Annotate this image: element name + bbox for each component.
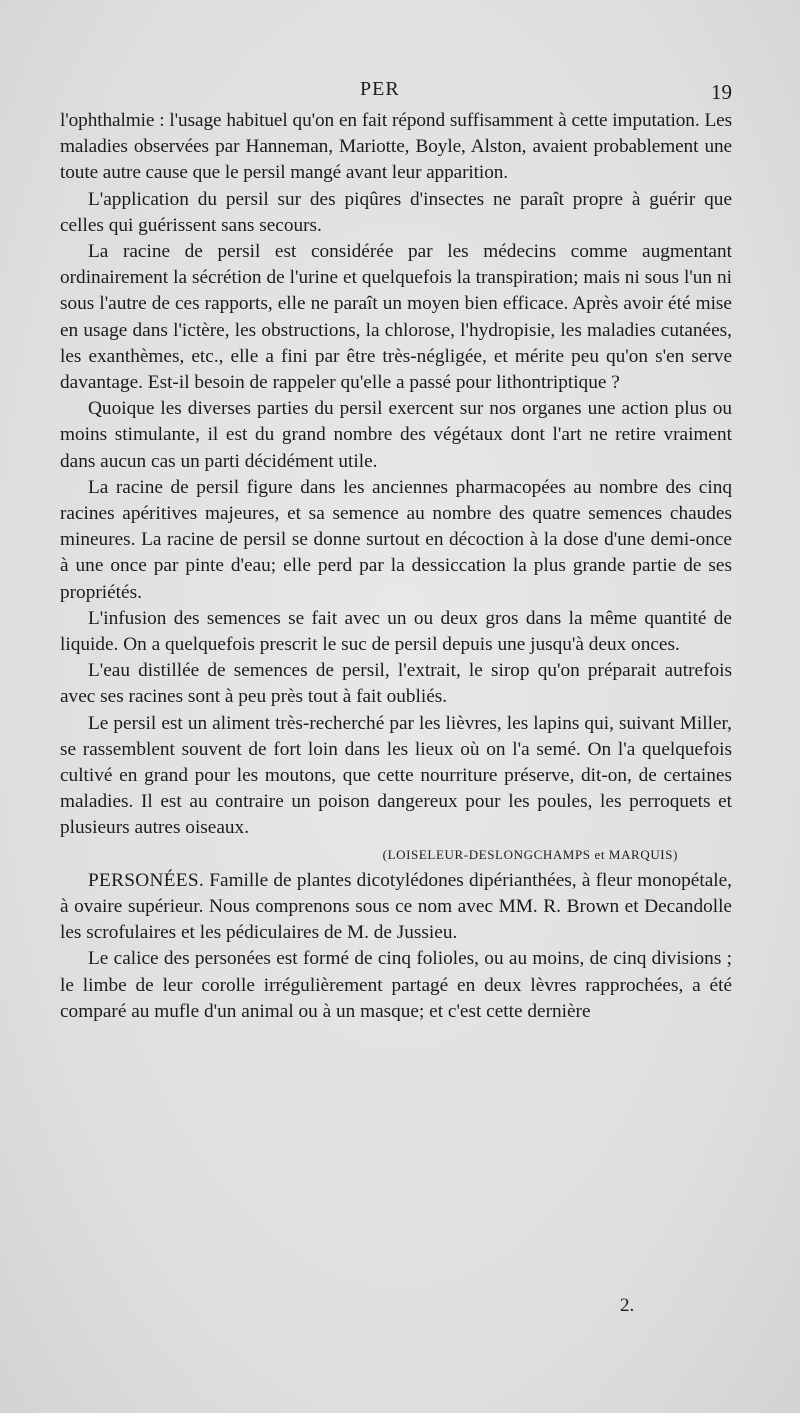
running-title: PER	[360, 78, 400, 100]
page-number: 19	[711, 80, 732, 104]
paragraph-infusion: L'infusion des semences se fait avec un ou deux gros dans la même quantité de liquide. On a quelquefois prescrit le suc de persil depuis une jusqu'à deux onces.	[60, 607, 732, 656]
paragraph-racine: La racine de persil est considérée par les médecins comme augmentant ordinairement la sécrétion de l'urine et quelquefois la transpiration; mais ni sous l'un ni sous l'autre de ces rapports, elle ne paraît un moyen bien efficace. Après avoir été mise en usage dans l'ictère, les obstructions, la chlorose, l'hydropisie, les maladies cutanées, les exanthèmes, etc., elle a fini par être très-négligée, et mérite peu qu'on s'en serve davantage. Est-il besoin de rappeler qu'elle a passé pour lithontriptique ?	[60, 241, 732, 394]
paragraph-calice: Le calice des personées est formé de cinq folioles, ou au moins, de cinq divisions ; le limbe de leur corolle irrégulièrement partagé en deux lèvres rapprochées, a été comparé au mufle d'un animal ou à un masque; et c'est cette dernière	[60, 948, 732, 1022]
paragraph-piqures: L'application du persil sur des piqûres d'insectes ne paraît propre à guérir que celles qui guérissent sans secours.	[60, 188, 732, 236]
paragraph-stimulante: Quoique les diverses parties du persil exercent sur nos organes une action plus ou moins stimulante, il est du grand nombre des végétaux dont l'art ne retire vraiment dans aucun cas un parti décidément utile.	[60, 398, 732, 472]
entry-text: Famille de plantes dicotylédones dipérianthées, à fleur monopétale, à ovaire supérieur. Nous comprenons sous ce nom avec MM. R. Brown et Decandolle les scrofulaires et les pédiculaires de M. de Jussieu.	[60, 869, 732, 944]
author-signature: (LOISELEUR-DESLONGCHAMPS et MARQUIS)	[382, 846, 678, 862]
paragraph-eau-distillee: L'eau distillée de semences de persil, l'extrait, le sirop qu'on préparait autrefois avec ses racines sont à peu près tout à fait oubliés.	[60, 660, 732, 708]
entry-personees	[60, 868, 732, 947]
paragraph-ophthalmie: l'ophthalmie : l'usage habituel qu'on en fait répond suffisamment à cette imputation. Les maladies observées par Hanneman, Mariotte, Boyle, Alston, avaient probablement une toute autre cause que le persil mangé avant leur apparition.	[60, 110, 732, 184]
paragraph-pharmacopees: La racine de persil figure dans les anciennes pharmacopées au nombre des cinq racines apéritives majeures, et sa semence au nombre des quatre semences chaudes mineures. La racine de persil se donne surtout en décoction à la dose d'une demi-once à une once par pinte d'eau; elle perd par la dessiccation la plus grande partie de ses propriétés.	[60, 476, 732, 603]
body-text	[60, 108, 732, 1025]
running-head	[60, 78, 732, 108]
signature-mark: 2.	[620, 1295, 635, 1316]
paragraph-aliment: Le persil est un aliment très-recherché par les lièvres, les lapins qui, suivant Miller, se rassemblent souvent de fort loin dans les lieux où on l'a semé. On l'a quelquefois cultivé en grand pour les moutons, que cette nourriture préserve, dit-on, de certaines maladies. Il est au contraire un poison dangereux pour les poules, les perroquets et plusieurs autres oiseaux.	[60, 712, 732, 839]
entry-headword: PERSONÉES.	[88, 869, 205, 891]
